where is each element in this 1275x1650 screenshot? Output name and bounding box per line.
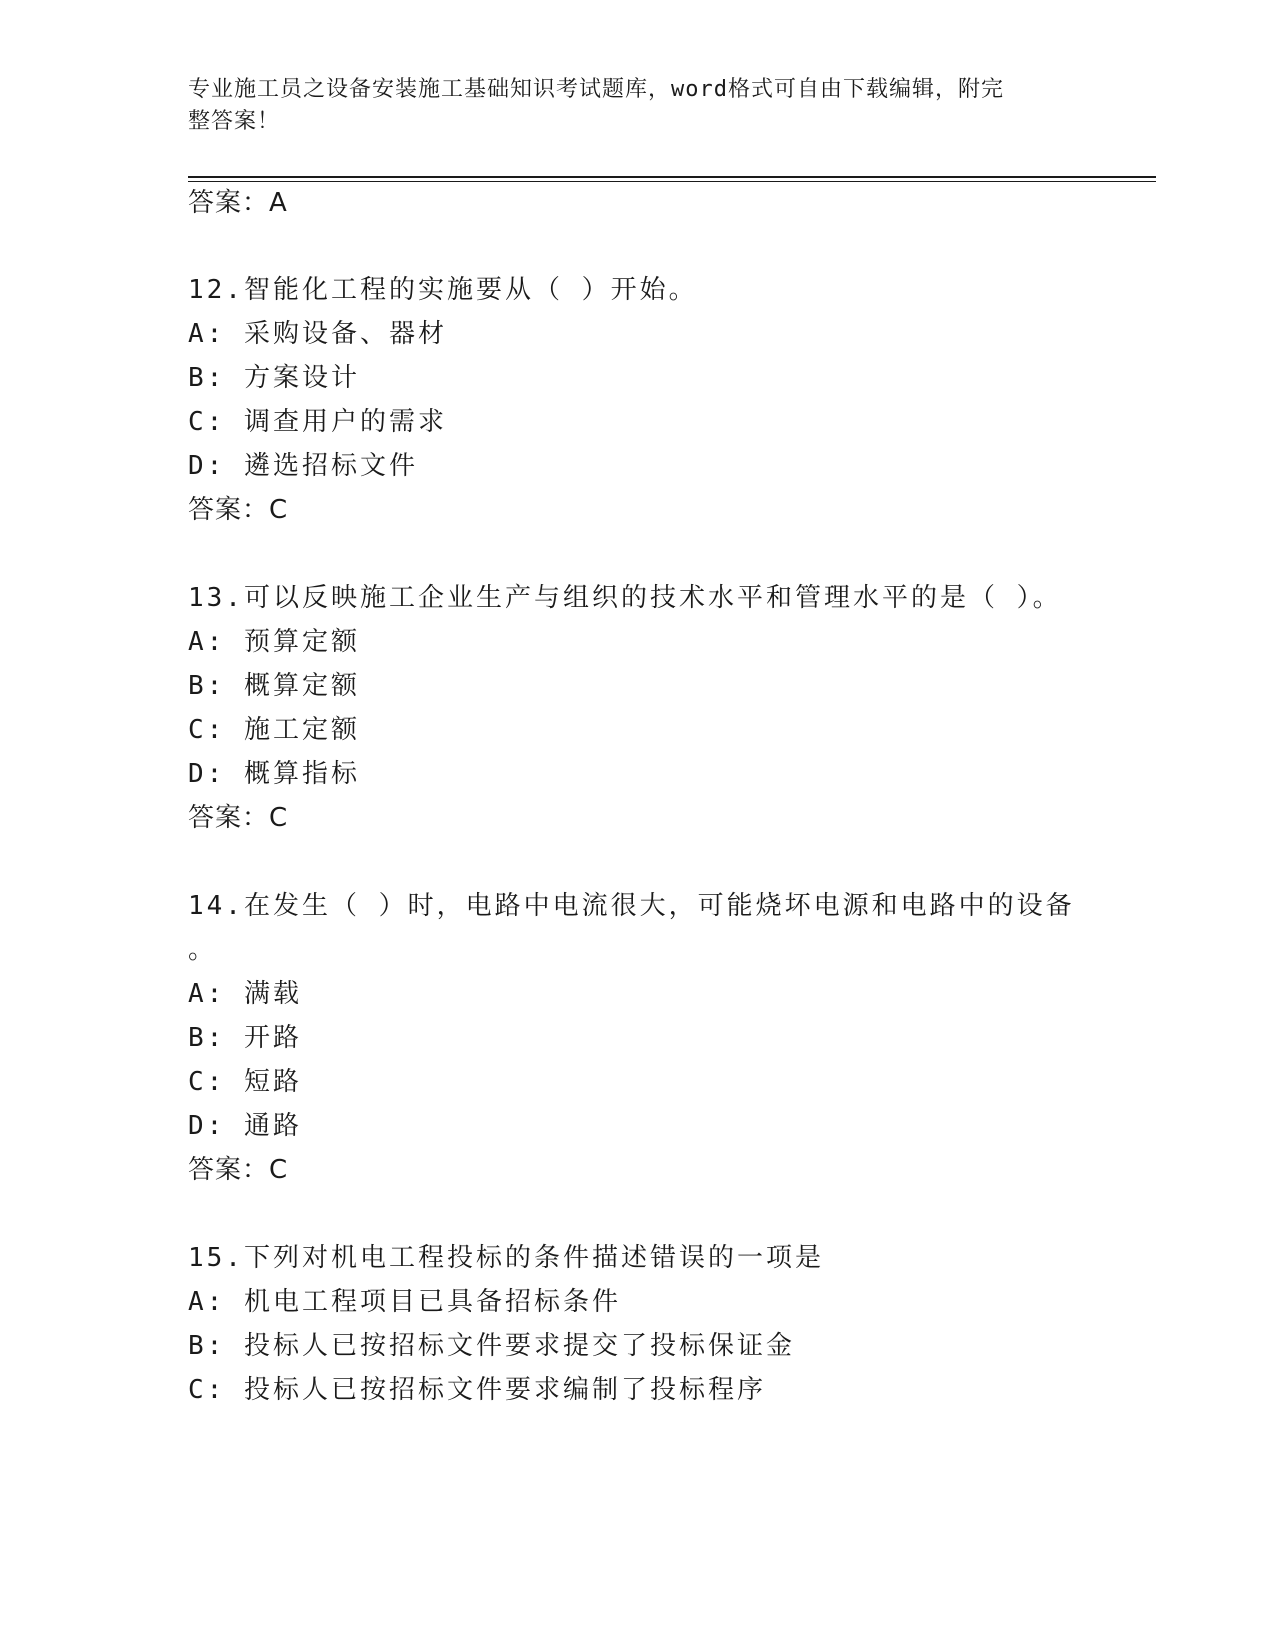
answer: 答案：C xyxy=(188,495,289,525)
question-stem: 13.可以反映施工企业生产与组织的技术水平和管理水平的是（ ）。 xyxy=(188,583,1062,613)
option-b: B: 概算定额 xyxy=(188,671,360,701)
option-d: D: 通路 xyxy=(188,1111,302,1141)
option-c: C: 调查用户的需求 xyxy=(188,407,447,437)
option-d: D: 概算指标 xyxy=(188,759,360,789)
option-c: C: 投标人已按招标文件要求编制了投标程序 xyxy=(188,1375,766,1405)
question-stem: 15.下列对机电工程投标的条件描述错误的一项是 xyxy=(188,1243,824,1273)
option-b: B: 投标人已按招标文件要求提交了投标保证金 xyxy=(188,1331,795,1361)
option-a: A: 预算定额 xyxy=(188,627,360,657)
option-a: A: 满载 xyxy=(188,979,302,1009)
answer: 答案：C xyxy=(188,1155,289,1185)
question-stem-continuation: 。 xyxy=(188,935,218,965)
question-stem: 12.智能化工程的实施要从（ ）开始。 xyxy=(188,275,698,305)
option-d: D: 遴选招标文件 xyxy=(188,451,418,481)
option-b: B: 开路 xyxy=(188,1023,302,1053)
header-divider-thick xyxy=(188,176,1156,178)
option-c: C: 施工定额 xyxy=(188,715,360,745)
answer: 答案：C xyxy=(188,803,289,833)
option-c: C: 短路 xyxy=(188,1067,302,1097)
header-line-1: 专业施工员之设备安装施工基础知识考试题库，word格式可自由下载编辑，附完 xyxy=(188,77,1004,102)
option-b: B: 方案设计 xyxy=(188,363,360,393)
header-line-2: 整答案！ xyxy=(188,109,281,134)
option-a: A: 机电工程项目已具备招标条件 xyxy=(188,1287,621,1317)
previous-answer: 答案：A xyxy=(188,188,288,218)
header-divider-thin xyxy=(188,181,1156,182)
header-text xyxy=(188,74,1068,138)
option-a: A: 采购设备、器材 xyxy=(188,319,447,349)
question-stem: 14.在发生（ ）时，电路中电流很大，可能烧坏电源和电路中的设备 xyxy=(188,891,1075,921)
